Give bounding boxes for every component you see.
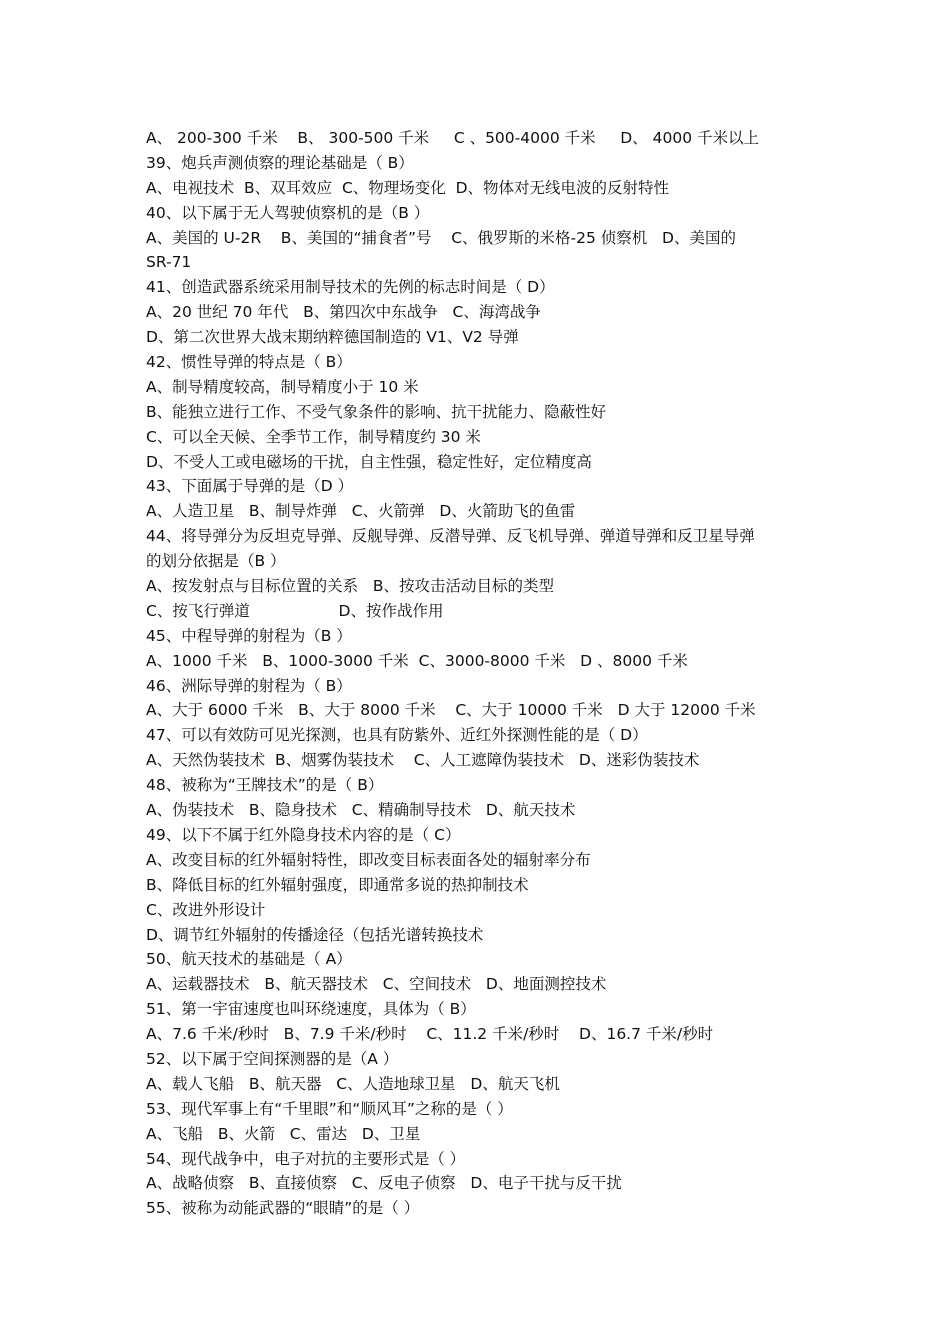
text-line: A、大于 6000 千米 B、大于 8000 千米 C、大于 10000 千米 D 大于 12000 千米 [146, 701, 756, 720]
text-line: 48、被称为“王牌技术”的是（ B） [146, 776, 384, 795]
text-line: 的划分依据是（B ） [146, 552, 286, 571]
text-line: A、战略侦察 B、直接侦察 C、反电子侦察 D、电子干扰与反干扰 [146, 1174, 622, 1193]
text-line: 47、可以有效防可见光探测，也具有防紫外、近红外探测性能的是（ D） [146, 726, 648, 745]
text-line: C、按飞行弹道 D、按作战作用 [146, 601, 444, 620]
text-line: A、天然伪装技术 B、烟雾伪装技术 C、人工遮障伪装技术 D、迷彩伪装技术 [146, 751, 700, 770]
text-line: C、改进外形设计 [146, 900, 266, 919]
text-line: 39、炮兵声测侦察的理论基础是（ B） [146, 153, 414, 172]
text-line: 45、中程导弹的射程为（B ） [146, 626, 352, 645]
text-line: 54、现代战争中，电子对抗的主要形式是（ ） [146, 1149, 466, 1168]
text-line: SR-71 [146, 253, 192, 272]
text-line: A、伪装技术 B、隐身技术 C、精确制导技术 D、航天技术 [146, 801, 576, 820]
text-line: 50、航天技术的基础是（ A） [146, 950, 352, 969]
text-line: A、7.6 千米/秒时 B、7.9 千米/秒时 C、11.2 千米/秒时 D、16.7 千米/秒时 [146, 1025, 714, 1044]
text-line: A、按发射点与目标位置的关系 B、按攻击活动目标的类型 [146, 577, 555, 596]
text-line: A、美国的 U-2R B、美国的“捕食者”号 C、俄罗斯的米格-25 侦察机 D、美国的 [146, 228, 736, 247]
text-line: 52、以下属于空间探测器的是（A ） [146, 1049, 399, 1068]
text-line: 44、将导弹分为反坦克导弹、反舰导弹、反潜导弹、反飞机导弹、弹道导弹和反卫星导弹 [146, 527, 755, 546]
text-line: A、运载器技术 B、航天器技术 C、空间技术 D、地面测控技术 [146, 975, 607, 994]
text-line: A、制导精度较高，制导精度小于 10 米 [146, 377, 419, 396]
text-line: 51、第一宇宙速度也叫环绕速度，具体为（ B） [146, 1000, 476, 1019]
text-line: A、电视技术 B、双耳效应 C、物理场变化 D、物体对无线电波的反射特性 [146, 178, 670, 197]
text-line: B、能独立进行工作、不受气象条件的影响、抗干扰能力、隐蔽性好 [146, 402, 607, 421]
text-line: D、调节红外辐射的传播途径（包括光谱转换技术 [146, 925, 484, 944]
text-line: D、不受人工或电磁场的干扰，自主性强，稳定性好，定位精度高 [146, 452, 592, 471]
text-line: A、人造卫星 B、制导炸弹 C、火箭弹 D、火箭助飞的鱼雷 [146, 502, 576, 521]
text-line: A、飞船 B、火箭 C、雷达 D、卫星 [146, 1124, 421, 1143]
text-line: 49、以下不属于红外隐身技术内容的是（ C） [146, 825, 461, 844]
text-line: 43、下面属于导弹的是（D ） [146, 477, 354, 496]
text-line: A、20 世纪 70 年代 B、第四次中东战争 C、海湾战争 [146, 303, 541, 322]
text-line: A、载人飞船 B、航天器 C、人造地球卫星 D、航天飞机 [146, 1074, 560, 1093]
text-line: 42、惯性导弹的特点是（ B） [146, 353, 352, 372]
document-text-body [146, 126, 811, 1221]
text-line: D、第二次世界大战末期纳粹德国制造的 V1、V2 导弹 [146, 328, 519, 347]
text-line: A、 200-300 千米 B、 300-500 千米 C 、500-4000 千米 D、 4000 千米以上 [146, 129, 759, 147]
text-line: 55、被称为动能武器的“眼睛”的是（ ） [146, 1199, 420, 1218]
text-line: 41、创造武器系统采用制导技术的先例的标志时间是（ D） [146, 278, 555, 297]
text-line: B、降低目标的红外辐射强度，即通常多说的热抑制技术 [146, 875, 529, 894]
text-line: 46、洲际导弹的射程为（ B） [146, 676, 352, 695]
text-line: A、1000 千米 B、1000-3000 千米 C、3000-8000 千米 D 、8000 千米 [146, 651, 688, 670]
text-line: A、改变目标的红外辐射特性，即改变目标表面各处的辐射率分布 [146, 850, 591, 869]
text-line: 53、现代军事上有“千里眼”和“顺风耳”之称的是（ ） [146, 1099, 513, 1118]
text-line: C、可以全天候、全季节工作，制导精度约 30 米 [146, 427, 481, 446]
text-line: 40、以下属于无人驾驶侦察机的是（B ） [146, 203, 430, 222]
